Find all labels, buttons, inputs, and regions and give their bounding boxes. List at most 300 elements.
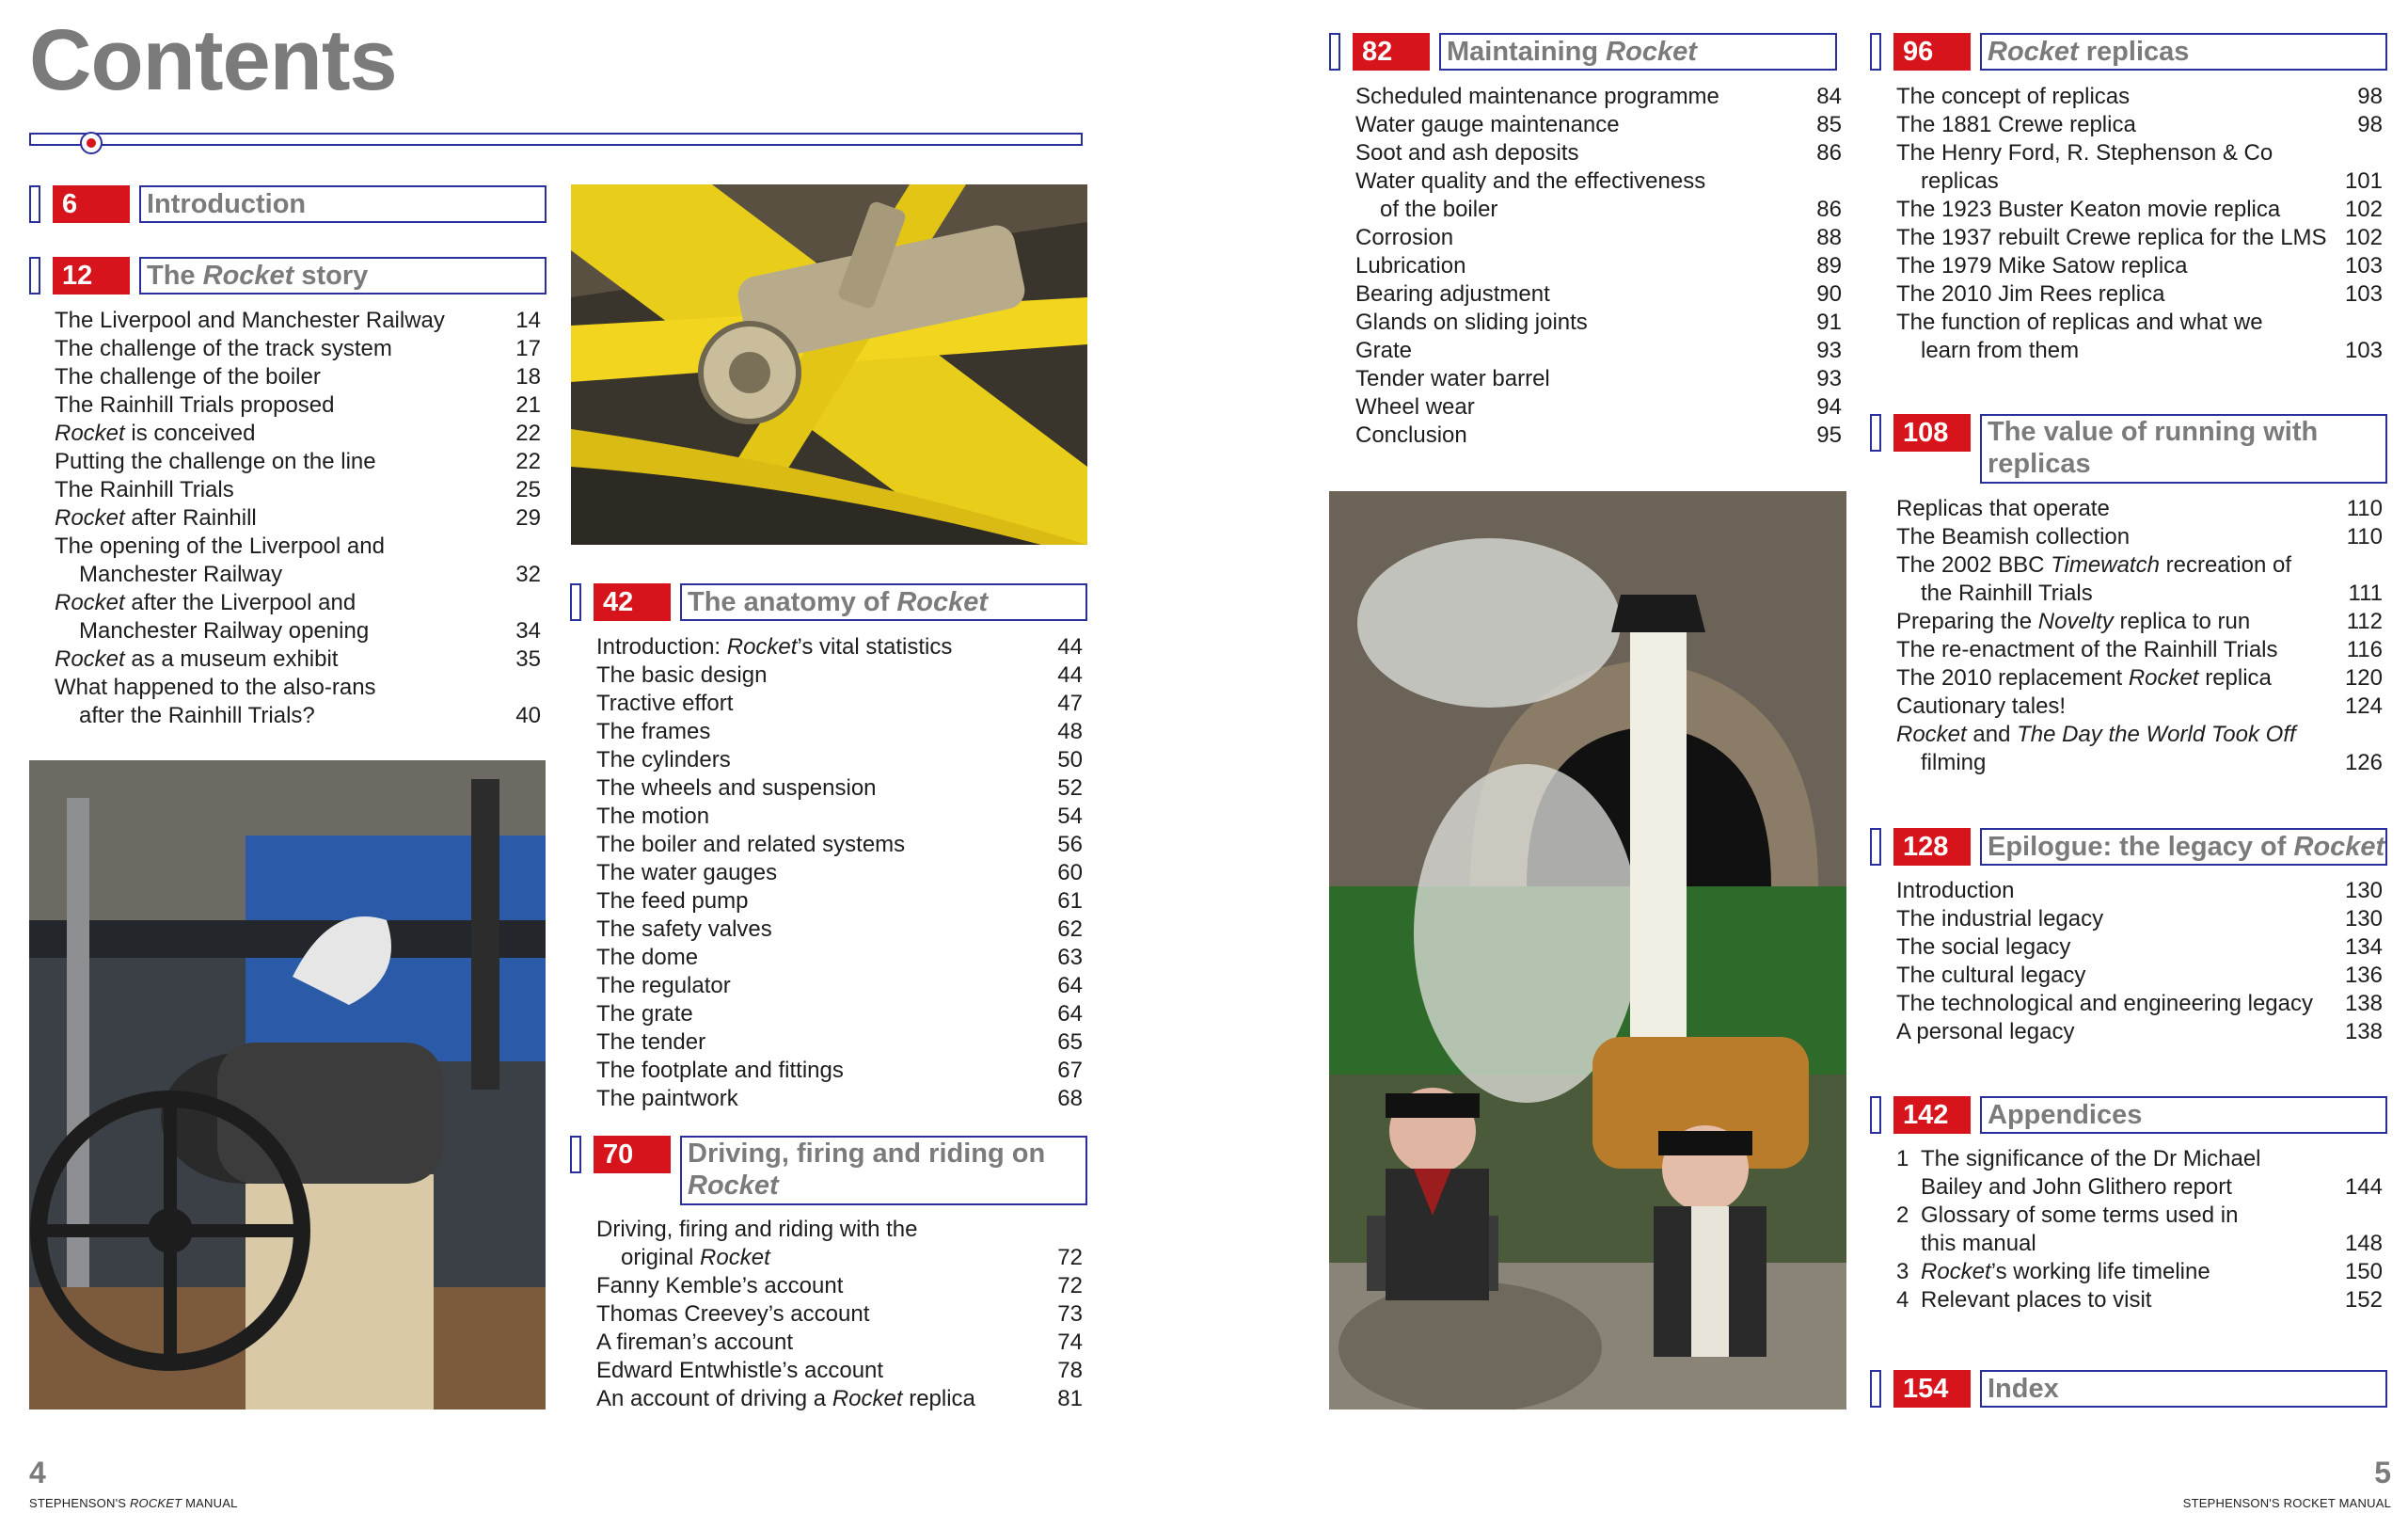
entry-page: 91 (1816, 310, 1842, 335)
entry-page: 84 (1816, 84, 1842, 109)
entry-number: 1 (1896, 1146, 1909, 1171)
entry-page: 44 (1057, 662, 1083, 688)
contents-entry[interactable] (1355, 337, 1842, 365)
entry-continuation (55, 702, 541, 730)
entry-text: Wheel wear (1355, 394, 1475, 420)
entry-title (1896, 523, 2383, 551)
entry-page: 65 (1057, 1029, 1083, 1055)
contents-entry[interactable] (1896, 721, 2383, 777)
entry-page: 81 (1057, 1386, 1083, 1411)
section-number: 108 (1893, 414, 1971, 452)
section-epilogue[interactable] (1870, 828, 2387, 866)
section-number: 154 (1893, 1370, 1971, 1408)
contents-entry[interactable] (1896, 636, 2383, 664)
entry-page: 90 (1816, 281, 1842, 307)
contents-entry[interactable] (596, 690, 1083, 718)
entry-page: 14 (515, 308, 541, 333)
entry-italic: Rocket (832, 1386, 903, 1411)
section-rocket-story[interactable] (29, 257, 547, 295)
entry-title (1896, 83, 2383, 111)
entry-text: replica (2198, 665, 2272, 691)
entry-text: is conceived (124, 421, 256, 446)
entry-page: 56 (1057, 832, 1083, 857)
contents-entry[interactable] (55, 476, 541, 504)
entry-title (1896, 139, 2383, 167)
entry-text: The Rainhill Trials (55, 477, 234, 502)
entry-page: 54 (1057, 804, 1083, 829)
contents-entry[interactable] (596, 1057, 1083, 1085)
entry-page: 72 (1057, 1273, 1083, 1298)
section-bracket (1870, 33, 1881, 71)
entry-page: 126 (2344, 750, 2383, 775)
entry-page: 72 (1057, 1245, 1083, 1270)
contents-entry[interactable] (596, 887, 1083, 916)
contents-entry[interactable] (596, 1385, 1083, 1413)
entry-page: 74 (1057, 1330, 1083, 1355)
contents-entry[interactable] (1355, 280, 1842, 309)
entry-page: 44 (1057, 634, 1083, 660)
page-title: Contents (29, 12, 397, 108)
contents-entry[interactable] (1896, 551, 2383, 608)
contents-entry[interactable] (1896, 495, 2383, 523)
entry-title (1355, 422, 1842, 450)
contents-entry[interactable] (1355, 422, 1842, 450)
entry-continuation (1896, 1173, 2383, 1202)
entry-title (1896, 196, 2383, 224)
entry-title (1355, 280, 1842, 309)
section-replicas[interactable] (1870, 33, 2387, 71)
section-number: 12 (53, 257, 130, 295)
entry-title (1896, 309, 2383, 337)
entry-page: 78 (1057, 1358, 1083, 1383)
contents-entry[interactable] (596, 1357, 1083, 1385)
entry-text: Scheduled maintenance programme (1355, 84, 1719, 109)
entry-text: The paintwork (596, 1086, 738, 1111)
entry-text: Cautionary tales! (1896, 693, 2067, 719)
contents-entry[interactable] (1896, 693, 2383, 721)
contents-entry[interactable] (596, 916, 1083, 944)
entry-text: Lubrication (1355, 253, 1466, 279)
contents-entry[interactable] (1355, 139, 1842, 167)
entry-text: The boiler and related systems (596, 832, 906, 857)
entry-title (1896, 280, 2383, 309)
entry-page: 98 (2357, 84, 2383, 109)
entry-italic: Rocket (700, 1245, 770, 1270)
contents-entry[interactable] (1896, 990, 2383, 1018)
contents-entry[interactable] (1896, 111, 2383, 139)
section-number: 96 (1893, 33, 1971, 71)
contents-entry[interactable] (596, 774, 1083, 803)
entry-text: The Rainhill Trials proposed (55, 392, 335, 418)
section-title: Rocket replicas (1980, 33, 2387, 71)
entry-title (1896, 933, 2383, 962)
entry-title (1896, 693, 2383, 721)
entry-page: 103 (2344, 338, 2383, 363)
section-appendices[interactable] (1870, 1096, 2387, 1134)
entry-text: after the Rainhill Trials? (79, 703, 315, 728)
entry-title (596, 1000, 1083, 1028)
contents-entry[interactable] (1896, 905, 2383, 933)
contents-entry[interactable] (55, 391, 541, 420)
contents-entry[interactable] (1355, 252, 1842, 280)
contents-entry[interactable] (596, 1085, 1083, 1113)
entry-title (1355, 111, 1842, 139)
entry-text: The regulator (596, 973, 731, 998)
entry-page: 68 (1057, 1086, 1083, 1111)
section-title: The anatomy of Rocket (680, 583, 1087, 621)
section-title: The value of running with replicas (1980, 414, 2387, 484)
entry-continuation (1896, 580, 2383, 608)
entry-title (55, 448, 541, 476)
entry-page: 94 (1816, 394, 1842, 420)
section-bracket (1870, 828, 1881, 866)
entry-title (1896, 1018, 2383, 1046)
contents-entry[interactable] (596, 1300, 1083, 1329)
entries-appendices (1896, 1145, 2383, 1314)
entry-title (1355, 365, 1842, 393)
entry-text: Manchester Railway opening (79, 618, 370, 644)
entry-title (1896, 1202, 2383, 1230)
entry-page: 34 (515, 618, 541, 644)
contents-entry[interactable] (1896, 1286, 2383, 1314)
running-footer-right: STEPHENSON'S ROCKET MANUAL (2182, 1496, 2391, 1510)
entry-title (596, 1357, 1083, 1385)
section-bracket (570, 583, 581, 621)
entry-page: 144 (2344, 1174, 2383, 1200)
entry-text: Grate (1355, 338, 1413, 363)
contents-entry[interactable] (55, 307, 541, 335)
contents-entry[interactable] (596, 1000, 1083, 1028)
entry-text: Introduction: (596, 634, 727, 660)
entry-text: The cylinders (596, 747, 731, 772)
entry-text: An account of driving a (596, 1386, 832, 1411)
contents-entry[interactable] (596, 1272, 1083, 1300)
entry-page: 110 (2346, 496, 2383, 521)
entry-title (596, 774, 1083, 803)
contents-entry[interactable] (1896, 962, 2383, 990)
entry-text: this manual (1921, 1231, 2036, 1256)
contents-entry[interactable] (1896, 1202, 2383, 1258)
entry-page: 29 (515, 505, 541, 531)
contents-entry[interactable] (1355, 111, 1842, 139)
entry-text: filming (1921, 750, 1987, 775)
entry-page: 103 (2344, 253, 2383, 279)
entry-text: The industrial legacy (1896, 906, 2104, 932)
contents-entry[interactable] (596, 803, 1083, 831)
contents-entry[interactable] (1896, 252, 2383, 280)
entry-text: The footplate and fittings (596, 1058, 844, 1083)
entry-text: Edward Entwhistle’s account (596, 1358, 884, 1383)
entry-text: Thomas Creevey’s account (596, 1301, 870, 1327)
entry-page: 102 (2344, 197, 2383, 222)
entries-anatomy (596, 633, 1083, 1113)
entry-page: 102 (2344, 225, 2383, 250)
contents-entry[interactable] (1896, 664, 2383, 693)
section-introduction[interactable] (29, 185, 547, 223)
contents-entry[interactable] (1896, 83, 2383, 111)
contents-entry[interactable] (1896, 1018, 2383, 1046)
entry-title (1355, 83, 1842, 111)
entry-page: 112 (2346, 609, 2383, 634)
section-bracket (29, 185, 40, 223)
entry-text: Fanny Kemble’s account (596, 1273, 844, 1298)
contents-entry[interactable] (596, 1216, 1083, 1272)
section-bracket (1870, 1096, 1881, 1134)
entry-page: 89 (1816, 253, 1842, 279)
entry-text: original (621, 1245, 701, 1270)
contents-entry[interactable] (1355, 224, 1842, 252)
entry-title (596, 859, 1083, 887)
entry-page: 32 (515, 562, 541, 587)
entry-title (1896, 905, 2383, 933)
contents-entry[interactable] (596, 718, 1083, 746)
entry-text: Driving, firing and riding with the (596, 1217, 918, 1242)
entry-page: 93 (1816, 366, 1842, 391)
photo-replica-crew (1329, 491, 1846, 1409)
contents-entry[interactable] (55, 504, 541, 533)
entry-title (596, 1216, 1083, 1244)
entry-text: Relevant places to visit (1921, 1287, 2152, 1313)
section-number: 128 (1893, 828, 1971, 866)
entry-page: 85 (1816, 112, 1842, 137)
entry-text: The 2002 BBC (1896, 552, 2052, 578)
contents-entry[interactable] (1896, 139, 2383, 196)
contents-entry[interactable] (596, 831, 1083, 859)
entry-number: 3 (1896, 1259, 1909, 1284)
contents-entry[interactable] (1355, 393, 1842, 422)
contents-entry[interactable] (596, 972, 1083, 1000)
entry-text: The wheels and suspension (596, 775, 877, 801)
contents-entry[interactable] (55, 420, 541, 448)
contents-entry[interactable] (55, 533, 541, 589)
entry-title (596, 746, 1083, 774)
section-number: 6 (53, 185, 130, 223)
entry-text: the Rainhill Trials (1921, 581, 2093, 606)
entry-title (1896, 252, 2383, 280)
entry-title (596, 803, 1083, 831)
entry-text: The function of replicas and what we (1896, 310, 2263, 335)
contents-entry[interactable] (1355, 83, 1842, 111)
entry-page: 35 (515, 646, 541, 672)
entry-page: 110 (2346, 524, 2383, 549)
section-maintaining[interactable] (1329, 33, 1846, 71)
contents-entry[interactable] (1896, 608, 2383, 636)
entry-title (55, 533, 541, 561)
entry-title (596, 1085, 1083, 1113)
entry-title (1896, 608, 2383, 636)
entry-title (1355, 393, 1842, 422)
running-footer-left: STEPHENSON'S ROCKET MANUAL (29, 1496, 238, 1510)
entry-title (1896, 664, 2383, 693)
entry-title (596, 831, 1083, 859)
entry-page: 111 (2348, 581, 2383, 606)
entry-text: Bearing adjustment (1355, 281, 1550, 307)
entry-text: The cultural legacy (1896, 963, 2086, 988)
entry-page: 48 (1057, 719, 1083, 744)
entry-title (596, 1329, 1083, 1357)
entry-text: The basic design (596, 662, 768, 688)
entry-text: The water gauges (596, 860, 778, 885)
contents-entry[interactable] (1896, 196, 2383, 224)
entry-continuation (1896, 749, 2383, 777)
entry-page: 101 (2344, 168, 2383, 194)
contents-entry[interactable] (1355, 167, 1842, 224)
entry-page: 150 (2344, 1259, 2383, 1284)
contents-entry[interactable] (1896, 309, 2383, 365)
contents-entry[interactable] (55, 645, 541, 674)
entry-text: The 1881 Crewe replica (1896, 112, 2136, 137)
entry-title (1896, 990, 2383, 1018)
contents-entry[interactable] (55, 674, 541, 730)
entry-title (596, 1272, 1083, 1300)
section-driving[interactable] (570, 1136, 1087, 1205)
section-title: Epilogue: the legacy of Rocket (1980, 828, 2387, 866)
section-title: Maintaining Rocket (1439, 33, 1837, 71)
entry-page: 138 (2344, 991, 2383, 1016)
contents-entry[interactable] (1896, 523, 2383, 551)
entry-title (1896, 962, 2383, 990)
entry-text: ’s working life timeline (1990, 1259, 2210, 1284)
entry-text: The safety valves (596, 916, 772, 942)
section-bracket (1870, 1370, 1881, 1408)
entry-page: 52 (1057, 775, 1083, 801)
entry-page: 22 (515, 421, 541, 446)
entry-page: 61 (1057, 888, 1083, 914)
entry-page: 64 (1057, 973, 1083, 998)
entry-title (1355, 309, 1842, 337)
entry-italic: Rocket (55, 646, 125, 672)
contents-entry[interactable] (596, 944, 1083, 972)
entry-title (55, 420, 541, 448)
entry-text: The opening of the Liverpool and (55, 534, 385, 559)
entry-page: 40 (515, 703, 541, 728)
entry-title (1896, 551, 2383, 580)
entry-text: The dome (596, 945, 699, 970)
entry-page: 73 (1057, 1301, 1083, 1327)
entry-continuation (1896, 337, 2383, 365)
entry-text: after Rainhill (124, 505, 257, 531)
entry-page: 62 (1057, 916, 1083, 942)
entry-page: 95 (1816, 422, 1842, 448)
contents-entry[interactable] (1896, 877, 2383, 905)
entry-title (1896, 1145, 2383, 1173)
entry-title (1355, 252, 1842, 280)
entry-title (55, 674, 541, 702)
page-number-left: 4 (29, 1456, 46, 1489)
entry-page: 88 (1816, 225, 1842, 250)
entry-continuation (55, 617, 541, 645)
entry-title (596, 916, 1083, 944)
section-number: 142 (1893, 1096, 1971, 1134)
section-index[interactable] (1870, 1370, 2387, 1408)
section-title: Introduction (139, 185, 547, 223)
contents-entry[interactable] (1896, 933, 2383, 962)
section-title: Driving, firing and riding on Rocket (680, 1136, 1087, 1205)
entry-text: Bailey and John Glithero report (1921, 1174, 2232, 1200)
entry-page: 93 (1816, 338, 1842, 363)
entry-text: replica to run (2113, 609, 2251, 634)
entry-text: replicas (1921, 168, 1999, 194)
page-number-right: 5 (2374, 1456, 2391, 1489)
section-bracket (570, 1136, 581, 1173)
entry-page: 120 (2344, 665, 2383, 691)
entry-title (55, 645, 541, 674)
entry-page: 130 (2344, 878, 2383, 903)
contents-entry[interactable] (55, 335, 541, 363)
contents-entry[interactable] (596, 1028, 1083, 1057)
entry-text: Conclusion (1355, 422, 1467, 448)
entry-text: The tender (596, 1029, 706, 1055)
entry-text: Water quality and the effectiveness (1355, 168, 1706, 194)
contents-entry[interactable] (596, 859, 1083, 887)
contents-entry[interactable] (1896, 224, 2383, 252)
section-number: 70 (594, 1136, 671, 1173)
entry-text: The technological and engineering legacy (1896, 991, 2313, 1016)
entries-value-of-replicas (1896, 495, 2383, 777)
entry-title (1896, 636, 2383, 664)
entry-text: The significance of the Dr Michael (1921, 1146, 2261, 1171)
entry-italic: Rocket (1896, 722, 1967, 747)
entry-page: 98 (2357, 112, 2383, 137)
section-value-of-replicas[interactable] (1870, 414, 2387, 484)
contents-entry[interactable] (55, 448, 541, 476)
contents-entry[interactable] (596, 661, 1083, 690)
contents-entry[interactable] (1896, 280, 2383, 309)
entry-text: Soot and ash deposits (1355, 140, 1579, 166)
entry-title (596, 661, 1083, 690)
entry-italic: The Day the World Took Off (2017, 722, 2296, 747)
entry-text: The social legacy (1896, 934, 2071, 960)
entry-page: 103 (2344, 281, 2383, 307)
contents-entry[interactable] (55, 363, 541, 391)
entry-continuation (55, 561, 541, 589)
entry-text: The re-enactment of the Rainhill Trials (1896, 637, 2278, 662)
contents-entry[interactable] (596, 633, 1083, 661)
entry-italic: Rocket (55, 590, 125, 615)
entry-page: 18 (515, 364, 541, 390)
contents-entry[interactable] (1355, 365, 1842, 393)
entry-italic: Rocket (55, 505, 125, 531)
entry-title (596, 718, 1083, 746)
contents-entry[interactable] (1896, 1258, 2383, 1286)
entry-page: 64 (1057, 1001, 1083, 1027)
entry-page: 86 (1816, 140, 1842, 166)
entry-title (596, 1385, 1083, 1413)
entry-title (596, 1028, 1083, 1057)
entry-title (596, 887, 1083, 916)
entry-text: The grate (596, 1001, 693, 1027)
section-anatomy[interactable] (570, 583, 1087, 621)
entries-replicas (1896, 83, 2383, 365)
entry-text: Replicas that operate (1896, 496, 2110, 521)
entry-title (55, 504, 541, 533)
entry-text: The Liverpool and Manchester Railway (55, 308, 445, 333)
contents-entry[interactable] (1896, 1145, 2383, 1202)
entry-page: 86 (1816, 197, 1842, 222)
entry-text: Glossary of some terms used in (1921, 1202, 2239, 1228)
entry-text: as a museum exhibit (124, 646, 339, 672)
contents-entry[interactable] (596, 746, 1083, 774)
contents-entry[interactable] (1355, 309, 1842, 337)
entry-title (1896, 111, 2383, 139)
entries-epilogue (1896, 877, 2383, 1046)
entry-italic: Timewatch (2051, 552, 2160, 578)
contents-entry[interactable] (596, 1329, 1083, 1357)
entry-text: The challenge of the boiler (55, 364, 321, 390)
contents-entry[interactable] (55, 589, 541, 645)
section-title: Appendices (1980, 1096, 2387, 1134)
entries-rocket-story (55, 307, 541, 730)
